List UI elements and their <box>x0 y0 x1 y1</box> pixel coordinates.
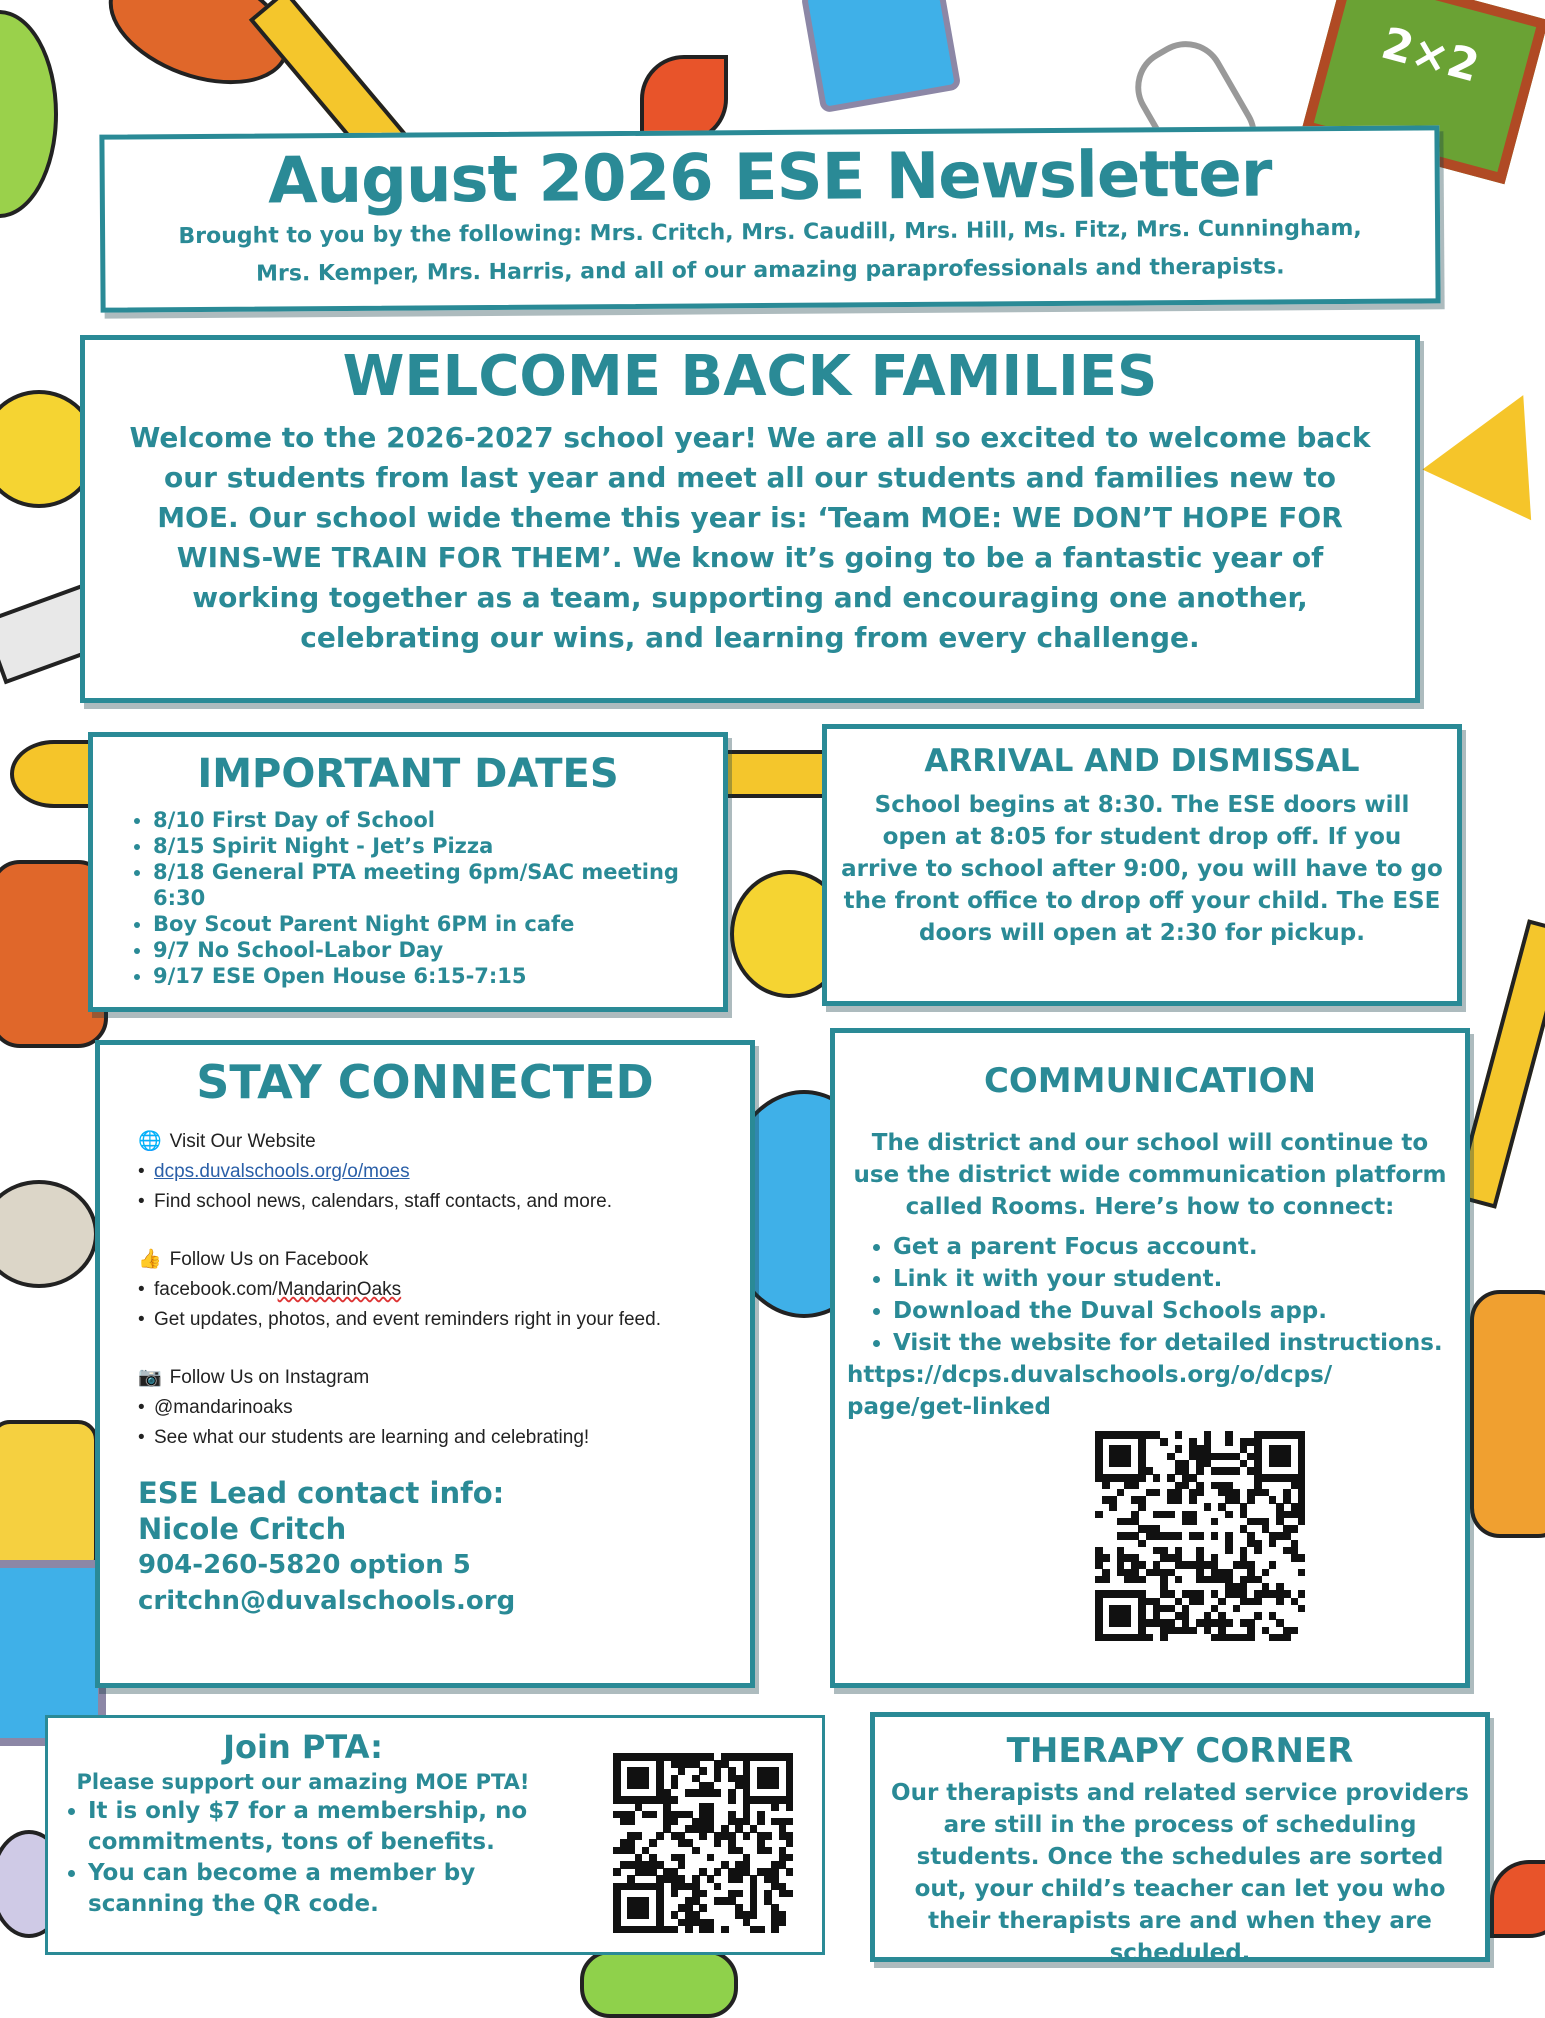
globe-icon <box>0 10 58 218</box>
pizza-icon <box>0 1420 98 1578</box>
qr-module <box>757 1926 765 1934</box>
qr-module <box>649 1839 657 1847</box>
qr-module <box>699 1904 707 1912</box>
communication-step: • Download the Duval Schools app. <box>893 1295 1465 1327</box>
date-item: • Boy Scout Parent Night 6PM in cafe <box>153 911 723 937</box>
qr-module <box>1298 1554 1306 1562</box>
qr-module <box>671 1796 679 1804</box>
camera-icon: 📷 <box>138 1367 162 1388</box>
arrival-body: School begins at 8:30. The ESE doors will open at 8:05 for student drop off. If you arrive to school after 9:00, you will have to go the front office to drop off your child. The ESE doors will open at 2:30 for pickup. <box>841 792 1443 946</box>
facebook-prefix: facebook.com/ <box>154 1279 278 1300</box>
pta-item: • You can become a member by scanning the QR code. <box>88 1858 568 1920</box>
stay-connected-box <box>95 1040 755 1688</box>
qr-module <box>1175 1496 1183 1504</box>
qr-module <box>1283 1460 1291 1468</box>
welcome-heading: WELCOME BACK FAMILIES <box>342 344 1158 409</box>
pta-qr-code[interactable] <box>613 1753 793 1933</box>
pta-list <box>58 1796 568 1920</box>
header-subtitle-line1: Brought to you by the following: Mrs. Critch, Mrs. Caudill, Mrs. Hill, Ms. Fitz, Mrs. Cunningham, <box>178 216 1362 250</box>
qr-module <box>671 1926 679 1934</box>
leaf-icon <box>1490 1860 1545 1938</box>
qr-module <box>1109 1503 1117 1511</box>
qr-module <box>1247 1496 1255 1504</box>
chalkboard-icon: 2×2 <box>1302 0 1545 184</box>
date-item: • 8/18 General PTA meeting 6pm/SAC meeting 6:30 <box>153 859 723 911</box>
contact-info <box>138 1475 750 1619</box>
qr-module <box>728 1796 736 1804</box>
qr-module <box>1196 1489 1204 1497</box>
qr-module <box>613 1868 621 1876</box>
qr-module <box>1160 1634 1168 1642</box>
therapy-heading: THERAPY CORNER <box>1006 1731 1354 1771</box>
qr-module <box>1283 1634 1291 1642</box>
qr-module <box>1211 1518 1219 1526</box>
qr-module <box>1153 1474 1161 1482</box>
qr-module <box>1218 1598 1226 1606</box>
qr-module <box>1298 1590 1306 1598</box>
qr-module <box>771 1926 779 1934</box>
communication-heading: COMMUNICATION <box>983 1061 1317 1101</box>
stay-connected-heading: STAY CONNECTED <box>196 1055 654 1109</box>
qr-module <box>1167 1511 1175 1519</box>
qr-module <box>1102 1576 1110 1584</box>
qr-module <box>1095 1511 1103 1519</box>
contact-email[interactable]: critchn@duvalschools.org <box>138 1586 516 1616</box>
important-dates-list <box>131 807 723 989</box>
website-section: 🌐 Visit Our Website • dcps.duvalschools.org/o/moes • Find school news, calendars, staff contacts, and more. <box>138 1127 750 1217</box>
qr-module <box>1225 1547 1233 1555</box>
qr-module <box>627 1818 635 1826</box>
facebook-handle: MandarinOaks <box>277 1279 402 1300</box>
qr-module <box>1189 1518 1197 1526</box>
qr-module <box>1138 1503 1146 1511</box>
communication-steps <box>869 1231 1465 1359</box>
website-label: Visit Our Website <box>169 1131 316 1152</box>
qr-module <box>764 1832 772 1840</box>
facebook-label: Follow Us on Facebook <box>169 1249 369 1270</box>
qr-module <box>685 1926 693 1934</box>
qr-module <box>786 1868 794 1876</box>
facebook-description: Get updates, photos, and event reminders right in your feed. <box>154 1309 661 1330</box>
date-item: • 8/10 First Day of School <box>153 807 723 833</box>
qr-module <box>1298 1518 1306 1526</box>
qr-module <box>743 1832 751 1840</box>
scissors-icon <box>580 1950 738 2018</box>
qr-module <box>1196 1467 1204 1475</box>
pta-heading: Join PTA: <box>223 1728 383 1766</box>
date-item: • 9/7 No School-Labor Day <box>153 937 723 963</box>
qr-module <box>1138 1576 1146 1584</box>
qr-module <box>656 1832 664 1840</box>
contact-phone: 904-260-5820 option 5 <box>138 1550 471 1580</box>
welcome-body: Welcome to the 2026-2027 school year! We are all so excited to welcome back our students from last year and meet all our students and families new to MOE. Our school wide theme this year is: ‘Team MOE: WE DON’T HOPE FOR WINS-WE TRAIN FOR THEM’. We know it’s going to be a fantastic year of working together as a team, supporting and encouraging one another, celebrating our wins, and learning from every challenge. <box>129 420 1371 654</box>
qr-module <box>1189 1627 1197 1635</box>
qr-module <box>1124 1460 1132 1468</box>
qr-module <box>1196 1598 1204 1606</box>
communication-box <box>830 1028 1470 1688</box>
website-link[interactable]: dcps.duvalschools.org/o/moes <box>154 1161 410 1182</box>
qr-module <box>1269 1561 1277 1569</box>
qr-module <box>1276 1598 1284 1606</box>
pencil-icon <box>710 750 838 798</box>
qr-module <box>714 1775 722 1783</box>
qr-module <box>671 1782 679 1790</box>
qr-module <box>764 1847 772 1855</box>
welcome-box <box>80 335 1420 703</box>
qr-module <box>1233 1605 1241 1613</box>
date-item: • 9/17 ESE Open House 6:15-7:15 <box>153 963 723 989</box>
qr-module <box>1175 1532 1183 1540</box>
qr-module <box>1117 1489 1125 1497</box>
qr-module <box>671 1890 679 1898</box>
qr-module <box>642 1782 650 1790</box>
facebook-link[interactable] <box>154 1275 401 1305</box>
communication-step: • Link it with your student. <box>893 1263 1465 1295</box>
qr-module <box>786 1839 794 1847</box>
contact-name: Nicole Critch <box>138 1512 347 1546</box>
qr-module <box>714 1868 722 1876</box>
thumbs-up-icon: 👍 <box>138 1249 162 1270</box>
qr-module <box>786 1818 794 1826</box>
header-box <box>99 125 1440 312</box>
qr-module <box>1204 1503 1212 1511</box>
instagram-label: Follow Us on Instagram <box>169 1367 370 1388</box>
qr-module <box>721 1926 729 1934</box>
qr-module <box>678 1767 686 1775</box>
qr-module <box>1291 1525 1299 1533</box>
qr-module <box>699 1890 707 1898</box>
backpack-icon <box>1470 1290 1545 1538</box>
communication-url-line1: https://dcps.duvalschools.org/o/dcps/ <box>847 1362 1333 1388</box>
qr-module <box>1153 1489 1161 1497</box>
important-dates-heading: IMPORTANT DATES <box>197 751 619 797</box>
instagram-section: 📷 Follow Us on Instagram • @mandarinoaks • See what our students are learning and celebrating! <box>138 1363 750 1453</box>
communication-url[interactable] <box>847 1359 1465 1423</box>
qr-module <box>1225 1438 1233 1446</box>
therapy-body: Our therapists and related service providers are still in the process of scheduling students. Once the schedules are sorted out, your child’s teacher can let you who their therapists are and when they are scheduled. <box>891 1780 1469 1966</box>
instagram-description: See what our students are learning and celebrating! <box>154 1427 590 1448</box>
qr-module <box>757 1818 765 1826</box>
qr-module <box>707 1854 715 1862</box>
globe-icon: 🌐 <box>138 1131 162 1152</box>
facebook-section: 👍 Follow Us on Facebook • facebook.com/MandarinOaks • Get updates, photos, and event reminders right in your feed. <box>138 1245 750 1335</box>
qr-module <box>771 1782 779 1790</box>
qr-module <box>1262 1569 1270 1577</box>
qr-module <box>1102 1482 1110 1490</box>
pta-item: • It is only $7 for a membership, no commitments, tons of benefits. <box>88 1796 568 1858</box>
therapy-corner-box <box>870 1712 1490 1966</box>
qr-module <box>779 1919 787 1927</box>
rocket-icon <box>10 740 98 808</box>
communication-url-line2: page/get-linked <box>847 1394 1051 1420</box>
important-dates-box <box>88 732 728 1012</box>
qr-module <box>1175 1431 1183 1439</box>
qr-module <box>642 1911 650 1919</box>
qr-module <box>786 1854 794 1862</box>
qr-module <box>649 1811 657 1819</box>
qr-module <box>1254 1598 1262 1606</box>
qr-module <box>771 1803 779 1811</box>
qr-module <box>750 1911 758 1919</box>
pta-tagline: Please support our amazing MOE PTA! <box>76 1770 530 1794</box>
qr-module <box>1298 1569 1306 1577</box>
qr-module <box>1254 1612 1262 1620</box>
qr-module <box>707 1926 715 1934</box>
qr-module <box>1189 1496 1197 1504</box>
qr-module <box>735 1890 743 1898</box>
qr-module <box>1102 1554 1110 1562</box>
website-description: Find school news, calendars, staff contacts, and more. <box>154 1191 612 1212</box>
qr-module <box>1160 1438 1168 1446</box>
qr-module <box>1124 1619 1132 1627</box>
instagram-handle[interactable]: @mandarinoaks <box>154 1397 293 1418</box>
contact-heading: ESE Lead contact info: <box>138 1476 505 1510</box>
qr-module <box>1298 1605 1306 1613</box>
qr-module <box>1138 1474 1146 1482</box>
qr-module <box>1233 1467 1241 1475</box>
qr-module <box>699 1767 707 1775</box>
qr-module <box>1175 1576 1183 1584</box>
arrival-dismissal-box <box>822 724 1462 1006</box>
qr-module <box>1291 1627 1299 1635</box>
qr-module <box>1247 1634 1255 1642</box>
arrival-heading: ARRIVAL AND DISMISSAL <box>924 743 1360 779</box>
qr-module <box>714 1883 722 1891</box>
qr-module <box>1211 1532 1219 1540</box>
newsletter-title: August 2026 ESE Newsletter <box>267 137 1272 219</box>
qr-module <box>1131 1482 1139 1490</box>
ruler-triangle-icon <box>1422 370 1545 520</box>
join-pta-box <box>45 1715 825 1955</box>
qr-module <box>786 1890 794 1898</box>
qr-module <box>1269 1540 1277 1548</box>
qr-module <box>1225 1619 1233 1627</box>
qr-module <box>714 1839 722 1847</box>
qr-module <box>671 1818 679 1826</box>
qr-module <box>735 1875 743 1883</box>
date-item: • 8/15 Spirit Night - Jet’s Pizza <box>153 833 723 859</box>
qr-module <box>1146 1634 1154 1642</box>
qr-module <box>1254 1547 1262 1555</box>
qr-module <box>699 1832 707 1840</box>
qr-module <box>678 1861 686 1869</box>
communication-qr-code[interactable] <box>1095 1431 1305 1641</box>
communication-step: • Get a parent Focus account. <box>893 1231 1465 1263</box>
qr-module <box>1138 1540 1146 1548</box>
communication-step: • Visit the website for detailed instructions. <box>893 1327 1465 1359</box>
header-subtitle-line2: Mrs. Kemper, Mrs. Harris, and all of our amazing paraprofessionals and therapists. <box>256 254 1285 287</box>
qr-module <box>1196 1532 1204 1540</box>
communication-intro: The district and our school will continue to use the district wide communication platform called Rooms. Here’s how to connect: <box>853 1130 1447 1220</box>
tablet-icon <box>800 0 961 113</box>
qr-module <box>1175 1445 1183 1453</box>
qr-module <box>714 1789 722 1797</box>
qr-module <box>786 1803 794 1811</box>
palette-icon <box>0 1180 98 1288</box>
qr-module <box>692 1847 700 1855</box>
qr-module <box>1225 1511 1233 1519</box>
qr-module <box>635 1832 643 1840</box>
